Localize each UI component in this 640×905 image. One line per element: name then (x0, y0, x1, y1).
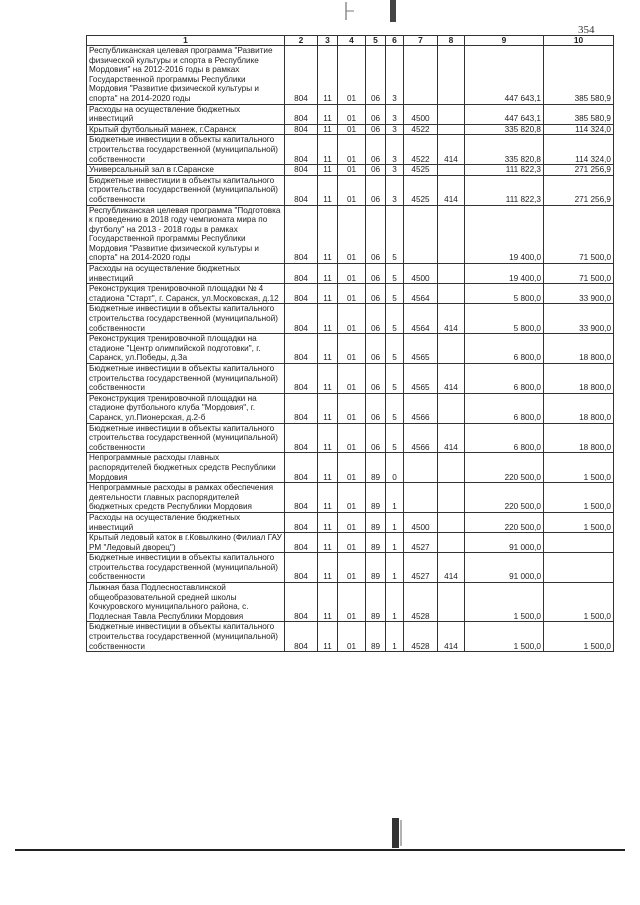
cell-c8: 414 (438, 304, 465, 334)
cell-c4: 01 (338, 46, 366, 105)
cell-c7: 4527 (404, 533, 438, 553)
cell-c5: 89 (366, 553, 386, 583)
column-header: 6 (386, 36, 404, 46)
cell-c3: 11 (318, 104, 338, 124)
cell-c9: 1 500,0 (465, 622, 544, 652)
row-description: Универсальный зал в г.Саранске (87, 165, 285, 176)
cell-c2: 804 (285, 583, 318, 622)
cell-c5: 06 (366, 165, 386, 176)
row-description: Непрограммные расходы главных распорядителей бюджетных средств Республики Мордовия (87, 453, 285, 483)
column-header: 3 (318, 36, 338, 46)
cell-c8: 414 (438, 622, 465, 652)
cell-c10: 114 324,0 (544, 124, 614, 135)
row-description: Реконструкция тренировочной площадки № 4 стадиона "Старт", г. Саранск, ул.Московская, д.12 (87, 284, 285, 304)
cell-c10: 385 580,9 (544, 104, 614, 124)
cell-c9: 6 800,0 (465, 334, 544, 364)
cell-c5: 06 (366, 334, 386, 364)
cell-c2: 804 (285, 483, 318, 513)
cell-c3: 11 (318, 46, 338, 105)
cell-c8: 414 (438, 135, 465, 165)
cell-c10: 1 500,0 (544, 583, 614, 622)
cell-c4: 01 (338, 304, 366, 334)
table-row (87, 622, 614, 652)
table-row (87, 533, 614, 553)
bottom-rule (15, 849, 625, 851)
cell-c5: 89 (366, 483, 386, 513)
table-row (87, 304, 614, 334)
cell-c4: 01 (338, 264, 366, 284)
cell-c8 (438, 483, 465, 513)
cell-c7 (404, 205, 438, 264)
cell-c9: 6 800,0 (465, 423, 544, 453)
table-row (87, 453, 614, 483)
cell-c7: 4500 (404, 264, 438, 284)
cell-c8 (438, 334, 465, 364)
cell-c2: 804 (285, 175, 318, 205)
cell-c7: 4525 (404, 175, 438, 205)
cell-c10: 1 500,0 (544, 512, 614, 532)
table-row (87, 284, 614, 304)
cell-c10: 71 500,0 (544, 264, 614, 284)
cell-c3: 11 (318, 483, 338, 513)
column-header: 9 (465, 36, 544, 46)
cell-c9: 6 800,0 (465, 364, 544, 394)
cell-c8 (438, 284, 465, 304)
cell-c6: 1 (386, 622, 404, 652)
table-header-row (87, 36, 614, 46)
cell-c2: 804 (285, 46, 318, 105)
binding-staple-mark (340, 0, 400, 22)
row-description: Непрограммные расходы в рамках обеспечения деятельности главных распорядителей бюджетных средств Республики Мордовия (87, 483, 285, 513)
cell-c3: 11 (318, 135, 338, 165)
column-header: 4 (338, 36, 366, 46)
cell-c9: 6 800,0 (465, 393, 544, 423)
cell-c4: 01 (338, 453, 366, 483)
budget-table (86, 35, 614, 652)
cell-c9: 111 822,3 (465, 175, 544, 205)
row-description: Реконструкция тренировочной площадки на стадионе футбольного клуба "Мордовия", г. Саранск, ул.Пионерская, д.2-б (87, 393, 285, 423)
cell-c4: 01 (338, 423, 366, 453)
cell-c2: 804 (285, 453, 318, 483)
cell-c10: 271 256,9 (544, 165, 614, 176)
cell-c5: 06 (366, 304, 386, 334)
cell-c10: 18 800,0 (544, 423, 614, 453)
cell-c4: 01 (338, 135, 366, 165)
cell-c9: 91 000,0 (465, 533, 544, 553)
cell-c5: 06 (366, 175, 386, 205)
cell-c7: 4566 (404, 423, 438, 453)
row-description: Реконструкция тренировочной площадки на стадионе "Центр олимпийской подготовки", г. Саранск, ул.Победы, д.3а (87, 334, 285, 364)
cell-c8: 414 (438, 553, 465, 583)
cell-c10: 18 800,0 (544, 334, 614, 364)
cell-c6: 5 (386, 364, 404, 394)
table-row (87, 483, 614, 513)
cell-c2: 804 (285, 165, 318, 176)
cell-c7: 4566 (404, 393, 438, 423)
cell-c2: 804 (285, 553, 318, 583)
cell-c9: 220 500,0 (465, 453, 544, 483)
cell-c9: 220 500,0 (465, 483, 544, 513)
column-header: 5 (366, 36, 386, 46)
cell-c10: 385 580,9 (544, 46, 614, 105)
cell-c4: 01 (338, 205, 366, 264)
cell-c2: 804 (285, 124, 318, 135)
table-row (87, 46, 614, 105)
cell-c7: 4564 (404, 304, 438, 334)
cell-c7: 4522 (404, 124, 438, 135)
cell-c9: 5 800,0 (465, 284, 544, 304)
cell-c6: 1 (386, 553, 404, 583)
row-description: Крытый футбольный манеж, г.Саранск (87, 124, 285, 135)
cell-c6: 1 (386, 583, 404, 622)
cell-c8 (438, 46, 465, 105)
cell-c3: 11 (318, 284, 338, 304)
row-description: Бюджетные инвестиции в объекты капитального строительства государственной (муниципальной) собственности (87, 423, 285, 453)
cell-c2: 804 (285, 304, 318, 334)
cell-c8: 414 (438, 175, 465, 205)
cell-c6: 1 (386, 533, 404, 553)
cell-c10: 33 900,0 (544, 284, 614, 304)
cell-c7: 4564 (404, 284, 438, 304)
cell-c4: 01 (338, 393, 366, 423)
cell-c9: 91 000,0 (465, 553, 544, 583)
cell-c5: 06 (366, 423, 386, 453)
cell-c10: 71 500,0 (544, 205, 614, 264)
cell-c7: 4500 (404, 104, 438, 124)
cell-c6: 5 (386, 264, 404, 284)
cell-c5: 06 (366, 46, 386, 105)
cell-c9: 19 400,0 (465, 264, 544, 284)
cell-c2: 804 (285, 205, 318, 264)
cell-c5: 06 (366, 135, 386, 165)
cell-c8 (438, 124, 465, 135)
cell-c5: 89 (366, 533, 386, 553)
cell-c2: 804 (285, 135, 318, 165)
cell-c2: 804 (285, 104, 318, 124)
cell-c4: 01 (338, 583, 366, 622)
cell-c8 (438, 453, 465, 483)
cell-c3: 11 (318, 165, 338, 176)
row-description: Расходы на осуществление бюджетных инвестиций (87, 512, 285, 532)
column-header: 7 (404, 36, 438, 46)
cell-c5: 89 (366, 512, 386, 532)
cell-c8: 414 (438, 364, 465, 394)
cell-c10: 18 800,0 (544, 364, 614, 394)
cell-c4: 01 (338, 364, 366, 394)
cell-c7: 4565 (404, 364, 438, 394)
table-row (87, 135, 614, 165)
cell-c7 (404, 483, 438, 513)
cell-c3: 11 (318, 364, 338, 394)
table-row (87, 583, 614, 622)
cell-c6: 3 (386, 165, 404, 176)
cell-c2: 804 (285, 364, 318, 394)
cell-c5: 89 (366, 583, 386, 622)
cell-c5: 06 (366, 284, 386, 304)
cell-c8 (438, 512, 465, 532)
cell-c2: 804 (285, 533, 318, 553)
cell-c7: 4527 (404, 553, 438, 583)
cell-c3: 11 (318, 205, 338, 264)
row-description: Бюджетные инвестиции в объекты капитального строительства государственной (муниципальной) собственности (87, 553, 285, 583)
table-row (87, 334, 614, 364)
row-description: Бюджетные инвестиции в объекты капитального строительства государственной (муниципальной) собственности (87, 622, 285, 652)
table-row (87, 512, 614, 532)
cell-c9: 335 820,8 (465, 135, 544, 165)
cell-c5: 06 (366, 264, 386, 284)
cell-c3: 11 (318, 393, 338, 423)
cell-c8 (438, 583, 465, 622)
cell-c4: 01 (338, 533, 366, 553)
cell-c10 (544, 533, 614, 553)
cell-c8 (438, 393, 465, 423)
cell-c4: 01 (338, 165, 366, 176)
cell-c6: 3 (386, 46, 404, 105)
cell-c8 (438, 533, 465, 553)
table-row (87, 124, 614, 135)
cell-c3: 11 (318, 264, 338, 284)
cell-c2: 804 (285, 423, 318, 453)
cell-c3: 11 (318, 622, 338, 652)
cell-c2: 804 (285, 284, 318, 304)
row-description: Расходы на осуществление бюджетных инвестиций (87, 264, 285, 284)
cell-c8 (438, 165, 465, 176)
cell-c10: 1 500,0 (544, 483, 614, 513)
cell-c4: 01 (338, 334, 366, 364)
cell-c5: 89 (366, 453, 386, 483)
cell-c9: 335 820,8 (465, 124, 544, 135)
cell-c6: 3 (386, 104, 404, 124)
cell-c2: 804 (285, 393, 318, 423)
cell-c3: 11 (318, 512, 338, 532)
cell-c7: 4522 (404, 135, 438, 165)
cell-c5: 06 (366, 393, 386, 423)
cell-c8 (438, 205, 465, 264)
cell-c2: 804 (285, 334, 318, 364)
cell-c7: 4565 (404, 334, 438, 364)
cell-c3: 11 (318, 583, 338, 622)
cell-c10: 271 256,9 (544, 175, 614, 205)
cell-c5: 06 (366, 205, 386, 264)
cell-c9: 5 800,0 (465, 304, 544, 334)
row-description: Бюджетные инвестиции в объекты капитального строительства государственной (муниципальной) собственности (87, 135, 285, 165)
cell-c9: 19 400,0 (465, 205, 544, 264)
cell-c5: 89 (366, 622, 386, 652)
cell-c9: 220 500,0 (465, 512, 544, 532)
cell-c3: 11 (318, 453, 338, 483)
cell-c7: 4528 (404, 583, 438, 622)
cell-c7 (404, 453, 438, 483)
cell-c8 (438, 104, 465, 124)
column-header: 8 (438, 36, 465, 46)
row-description: Расходы на осуществление бюджетных инвестиций (87, 104, 285, 124)
cell-c5: 06 (366, 104, 386, 124)
cell-c9: 447 643,1 (465, 104, 544, 124)
table-row (87, 104, 614, 124)
cell-c7: 4525 (404, 165, 438, 176)
cell-c9: 447 643,1 (465, 46, 544, 105)
row-description: Крытый ледовый каток в г.Ковылкино (Филиал ГАУ РМ "Ледовый дворец") (87, 533, 285, 553)
cell-c10: 1 500,0 (544, 453, 614, 483)
cell-c6: 5 (386, 393, 404, 423)
row-description: Бюджетные инвестиции в объекты капитального строительства государственной (муниципальной) собственности (87, 364, 285, 394)
cell-c3: 11 (318, 423, 338, 453)
cell-c6: 3 (386, 175, 404, 205)
cell-c6: 3 (386, 135, 404, 165)
row-description: Бюджетные инвестиции в объекты капитального строительства государственной (муниципальной) собственности (87, 304, 285, 334)
table-row (87, 165, 614, 176)
cell-c4: 01 (338, 284, 366, 304)
column-header: 2 (285, 36, 318, 46)
table-row (87, 364, 614, 394)
cell-c4: 01 (338, 553, 366, 583)
cell-c4: 01 (338, 512, 366, 532)
cell-c10: 1 500,0 (544, 622, 614, 652)
table-row (87, 205, 614, 264)
cell-c6: 1 (386, 512, 404, 532)
cell-c8 (438, 264, 465, 284)
cell-c2: 804 (285, 622, 318, 652)
row-description: Республиканская целевая программа "Развитие физической культуры и спорта в Республике Мордовия" на 2012-2016 годы в рамках Государственной программы Республики Мордовия "Развитие физической культуры и спорта" на 2014-2020 годы (87, 46, 285, 105)
cell-c10: 33 900,0 (544, 304, 614, 334)
page-number: 354 (578, 24, 595, 36)
cell-c3: 11 (318, 334, 338, 364)
cell-c2: 804 (285, 264, 318, 284)
cell-c10: 114 324,0 (544, 135, 614, 165)
cell-c4: 01 (338, 175, 366, 205)
cell-c10: 18 800,0 (544, 393, 614, 423)
cell-c4: 01 (338, 124, 366, 135)
cell-c9: 1 500,0 (465, 583, 544, 622)
cell-c3: 11 (318, 124, 338, 135)
cell-c3: 11 (318, 533, 338, 553)
column-header: 10 (544, 36, 614, 46)
cell-c3: 11 (318, 304, 338, 334)
cell-c4: 01 (338, 483, 366, 513)
cell-c6: 0 (386, 453, 404, 483)
cell-c4: 01 (338, 622, 366, 652)
table-row (87, 553, 614, 583)
row-description: Бюджетные инвестиции в объекты капитального строительства государственной (муниципальной) собственности (87, 175, 285, 205)
cell-c5: 06 (366, 364, 386, 394)
cell-c6: 5 (386, 304, 404, 334)
table-row (87, 175, 614, 205)
cell-c6: 5 (386, 284, 404, 304)
cell-c7: 4500 (404, 512, 438, 532)
cell-c10 (544, 553, 614, 583)
table-row (87, 393, 614, 423)
cell-c7: 4528 (404, 622, 438, 652)
table-row (87, 264, 614, 284)
column-header: 1 (87, 36, 285, 46)
cell-c3: 11 (318, 175, 338, 205)
cell-c2: 804 (285, 512, 318, 532)
binding-staple-mark (388, 818, 408, 848)
cell-c5: 06 (366, 124, 386, 135)
row-description: Республиканская целевая программа "Подготовка к проведению в 2018 году чемпионата мира по футболу" на 2013 - 2018 годы в рамках Государственной программы Республики Мордовия "Развитие физической культуры и спорта" на 2014-2020 годы (87, 205, 285, 264)
cell-c6: 5 (386, 334, 404, 364)
cell-c8: 414 (438, 423, 465, 453)
cell-c6: 5 (386, 423, 404, 453)
row-description: Лыжная база Подлесноставлинской общеобразовательной средней школы Кочкуровского муниципального района, с. Подлесная Тавла Республики Мордовия (87, 583, 285, 622)
cell-c9: 111 822,3 (465, 165, 544, 176)
cell-c6: 5 (386, 205, 404, 264)
table-row (87, 423, 614, 453)
cell-c6: 3 (386, 124, 404, 135)
cell-c4: 01 (338, 104, 366, 124)
cell-c7 (404, 46, 438, 105)
cell-c6: 1 (386, 483, 404, 513)
cell-c3: 11 (318, 553, 338, 583)
